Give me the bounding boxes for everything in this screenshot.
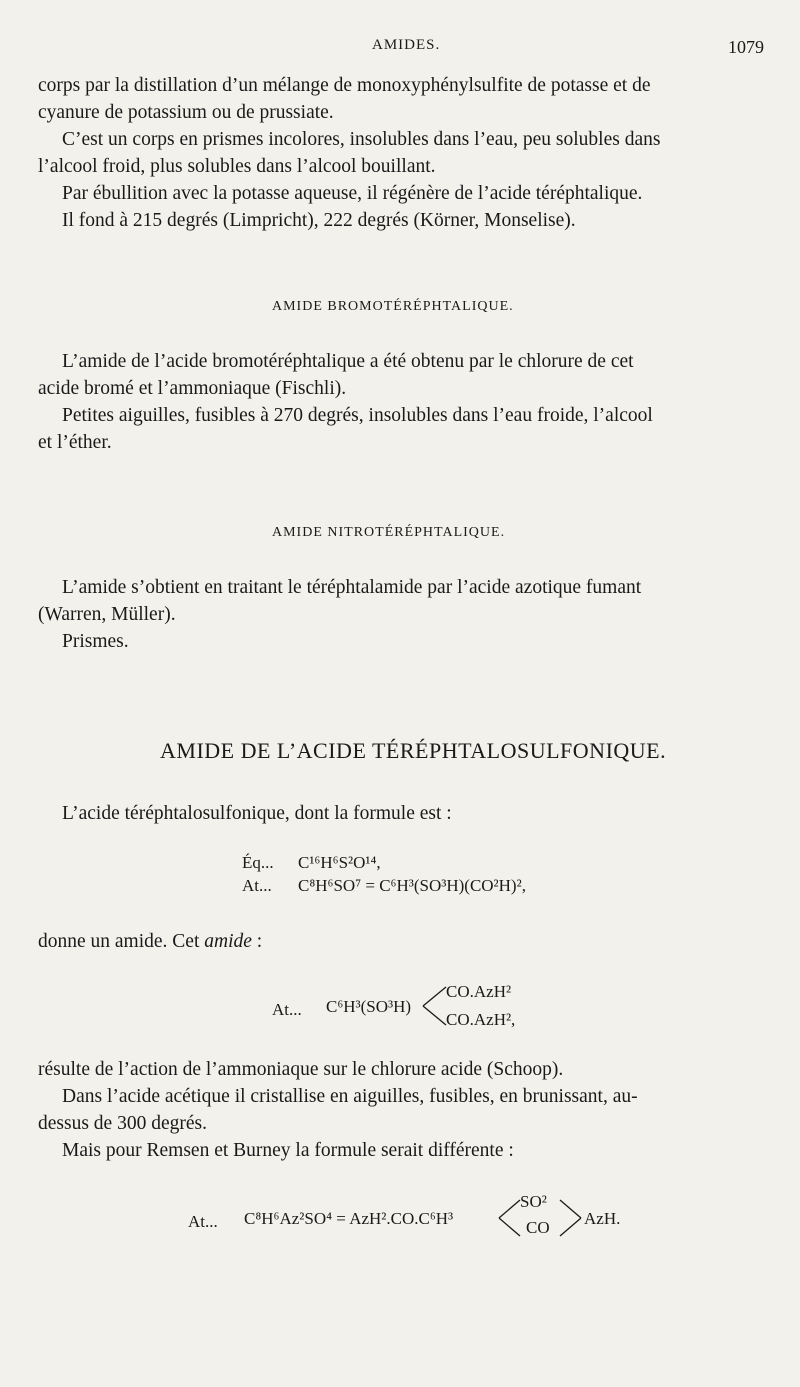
formula-eq-label: Éq... <box>242 853 274 872</box>
paragraph-line: Par ébullition avec la potasse aqueuse, il régénère de l’acide téréphtalique. <box>62 183 643 204</box>
section-heading: AMIDE NITROTÉRÉPHTALIQUE. <box>272 525 506 540</box>
paragraph-line: résulte de l’action de l’ammoniaque sur le chlorure acide (Schoop). <box>38 1059 564 1080</box>
paragraph-line <box>38 928 262 955</box>
donne-prefix: donne un amide. Cet <box>38 931 200 952</box>
formula-final-bottom: CO <box>526 1218 550 1237</box>
paragraph-line: C’est un corps en prismes incolores, insolubles dans l’eau, peu solubles dans <box>62 129 661 150</box>
paragraph-line: acide bromé et l’ammoniaque (Fischli). <box>38 378 347 399</box>
formula-at-label: At... <box>242 876 272 895</box>
formula-amide-core: C⁶H³(SO³H) <box>326 997 412 1016</box>
formula-eq: C¹⁶H⁶S²O¹⁴, <box>298 853 381 872</box>
paragraph-line: et l’éther. <box>38 432 112 453</box>
formula-final: C⁸H⁶Az²SO⁴ = AzH².CO.C⁶H³ <box>244 1209 454 1228</box>
running-title: AMIDES. <box>372 37 441 53</box>
formula-final-label: At... <box>188 1212 218 1231</box>
paragraph-line: L’amide s’obtient en traitant le téréphtalamide par l’acide azotique fumant <box>62 577 642 598</box>
donne-suffix: : <box>256 931 263 952</box>
paragraph-line: l’alcool froid, plus solubles dans l’alcool bouillant. <box>38 156 436 177</box>
paragraph-line: L’amide de l’acide bromotéréphtalique a été obtenu par le chlorure de cet <box>62 351 634 372</box>
paragraph-line: Mais pour Remsen et Burney la formule serait différente : <box>62 1140 514 1161</box>
paragraph-line: Dans l’acide acétique il cristallise en aiguilles, fusibles, en brunissant, au- <box>62 1086 638 1107</box>
paragraph-line: Il fond à 215 degrés (Limpricht), 222 degrés (Körner, Monselise). <box>62 210 576 231</box>
paragraph-line: L’acide téréphtalosulfonique, dont la formule est : <box>62 803 452 824</box>
paragraph-line: cyanure de potassium ou de prussiate. <box>38 102 334 123</box>
amide-italic: amide <box>204 931 252 952</box>
section-heading: AMIDE BROMOTÉRÉPHTALIQUE. <box>272 299 514 314</box>
formula-amide-top: CO.AzH² <box>446 982 512 1001</box>
paragraph-line: (Warren, Müller). <box>38 604 176 625</box>
formula-final-end: AzH. <box>584 1209 621 1228</box>
section-heading-large: AMIDE DE L’ACIDE TÉRÉPHTALOSULFONIQUE. <box>160 738 667 763</box>
paragraph-line: dessus de 300 degrés. <box>38 1113 207 1134</box>
paragraph-line: Prismes. <box>62 631 129 652</box>
paragraph-line: Petites aiguilles, fusibles à 270 degrés, insolubles dans l’eau froide, l’alcool <box>62 405 653 426</box>
formula-amide-label: At... <box>272 1000 302 1019</box>
formula-amide-bottom: CO.AzH², <box>446 1010 516 1029</box>
formula-final-top: SO² <box>520 1192 547 1211</box>
paragraph-line: corps par la distillation d’un mélange de monoxyphénylsulfite de potasse et de <box>38 75 651 96</box>
formula-at: C⁸H⁶SO⁷ = C⁶H³(SO³H)(CO²H)², <box>298 876 526 895</box>
page-number: 1079 <box>728 37 764 57</box>
